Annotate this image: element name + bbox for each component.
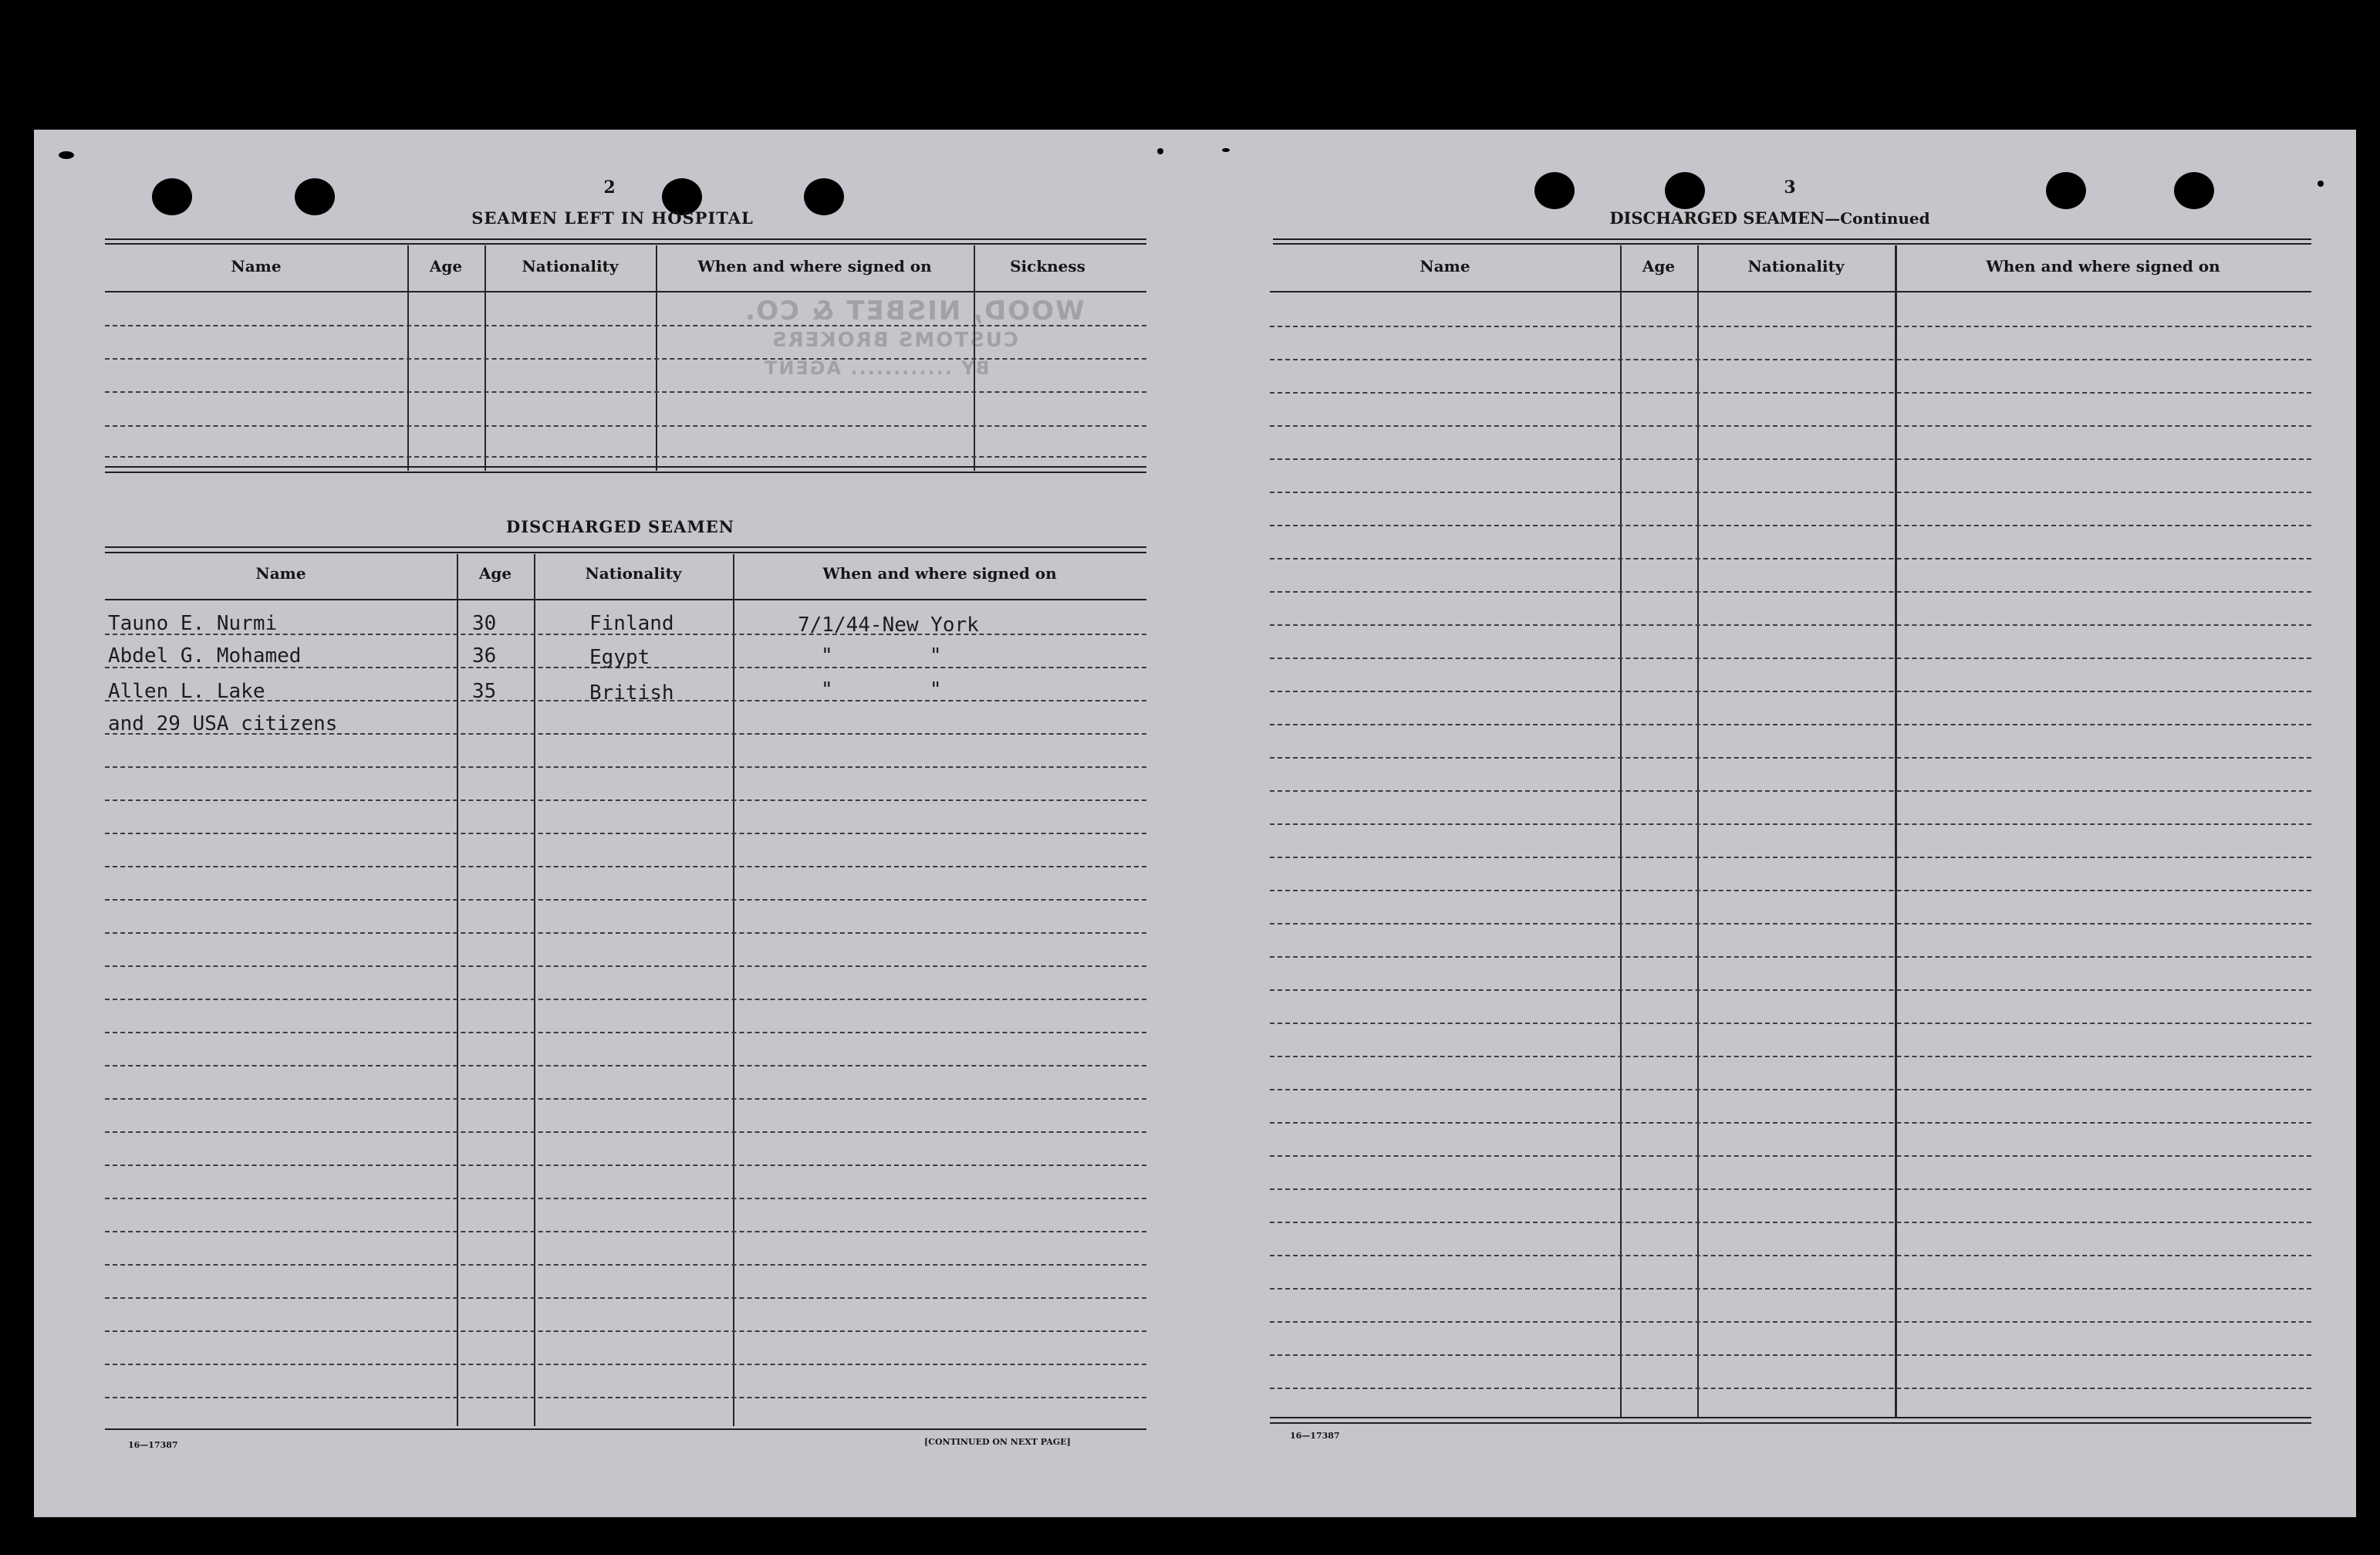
page-title — [1577, 208, 1963, 228]
row-line — [105, 1297, 1146, 1299]
row-line — [1270, 923, 2311, 925]
col-header-signed-on: When and where signed on — [1986, 257, 2220, 276]
col-header-nationality: Nationality — [522, 257, 619, 276]
row-line — [1270, 1255, 2311, 1256]
row-line — [105, 391, 1146, 393]
page-number: 3 — [1784, 177, 1796, 198]
row-line — [1270, 1321, 2311, 1323]
row-line — [105, 1198, 1146, 1199]
punch-hole — [295, 178, 335, 215]
row-line — [105, 456, 1146, 458]
punch-hole — [2174, 172, 2214, 209]
rule — [105, 466, 1146, 468]
row-line — [1270, 1122, 2311, 1124]
punch-hole — [152, 178, 192, 215]
stamp-bleed: CUSTOMS BROKERS — [771, 329, 1019, 352]
speck — [2318, 181, 2324, 187]
row-line — [1270, 558, 2311, 559]
col-header-nationality: Nationality — [585, 564, 682, 583]
row-line — [1270, 956, 2311, 958]
row-line — [105, 766, 1146, 768]
row-line — [1270, 1188, 2311, 1190]
row-line — [105, 1364, 1146, 1365]
discharged-section-title: DISCHARGED SEAMEN — [506, 517, 734, 536]
row-line — [1270, 790, 2311, 792]
rule — [105, 238, 1146, 240]
column-divider — [1895, 245, 1897, 1418]
rule — [105, 1428, 1146, 1430]
col-header-signed-on: When and where signed on — [697, 257, 932, 276]
row-line — [105, 1165, 1146, 1166]
row-line — [105, 833, 1146, 834]
row-line — [1270, 1222, 2311, 1223]
row-line — [1270, 458, 2311, 460]
stamp-bleed: BY ............ AGENT — [763, 357, 990, 379]
row-line — [105, 965, 1146, 967]
row-line — [105, 358, 1146, 360]
row-line — [1270, 624, 2311, 626]
seaman-name: and 29 USA citizens — [108, 712, 338, 735]
row-line — [105, 799, 1146, 801]
seaman-name: Tauno E. Nurmi — [108, 612, 278, 635]
document-sheet — [34, 130, 2356, 1517]
row-line — [1270, 1056, 2311, 1057]
row-line — [1270, 392, 2311, 394]
col-header-nationality: Nationality — [1747, 257, 1845, 276]
row-line — [1270, 591, 2311, 593]
row-line — [105, 1330, 1146, 1332]
continued-note: [CONTINUED ON NEXT PAGE] — [924, 1437, 1071, 1447]
row-line — [105, 1131, 1146, 1133]
row-line — [105, 1065, 1146, 1067]
row-line — [1270, 691, 2311, 692]
row-line — [105, 1397, 1146, 1398]
punch-hole — [1665, 172, 1705, 209]
row-line — [1270, 857, 2311, 858]
row-line — [1270, 890, 2311, 891]
punch-hole — [1534, 172, 1575, 209]
rule — [105, 599, 1146, 600]
col-header-sickness: Sickness — [1010, 257, 1085, 276]
col-header-signed-on: When and where signed on — [822, 564, 1057, 583]
col-header-name: Name — [1420, 257, 1470, 276]
row-line — [1270, 326, 2311, 327]
form-number: 16—17387 — [128, 1440, 178, 1450]
row-line — [105, 1231, 1146, 1232]
row-line — [1270, 425, 2311, 427]
seaman-nationality: British — [589, 681, 674, 705]
seaman-name: Allen L. Lake — [108, 680, 265, 703]
col-header-age: Age — [478, 564, 512, 583]
rule — [105, 552, 1146, 553]
rule — [105, 546, 1146, 548]
seaman-age: 36 — [472, 644, 497, 668]
rule — [1270, 291, 2311, 292]
seaman-age: 30 — [472, 612, 497, 635]
seaman-signed-on: 7/1/44-New York — [798, 614, 979, 637]
seaman-signed-on: " " — [821, 644, 942, 668]
seaman-name: Abdel G. Mohamed — [108, 644, 302, 668]
row-line — [1270, 1155, 2311, 1157]
rule — [105, 243, 1146, 245]
row-line — [1270, 1354, 2311, 1356]
rule — [1273, 238, 2311, 240]
form-number: 16—17387 — [1290, 1431, 1340, 1441]
row-line — [1270, 1089, 2311, 1090]
rule — [1270, 1422, 2311, 1424]
seaman-nationality: Finland — [589, 612, 674, 635]
speck — [1222, 148, 1230, 152]
seaman-signed-on: " " — [821, 678, 942, 701]
row-line — [1270, 724, 2311, 725]
col-header-name: Name — [255, 564, 306, 583]
row-line — [1270, 1288, 2311, 1290]
column-divider — [457, 554, 458, 1426]
seaman-age: 35 — [472, 680, 497, 703]
stamp-bleed: WOOD, NISBET & CO. — [744, 296, 1085, 326]
row-line — [105, 1098, 1146, 1100]
speck — [59, 151, 74, 159]
col-header-age: Age — [429, 257, 463, 276]
row-line — [1270, 1388, 2311, 1389]
rule — [1273, 243, 2311, 245]
row-line — [105, 1032, 1146, 1033]
punch-hole — [804, 178, 844, 215]
row-line — [1270, 492, 2311, 493]
row-line — [105, 932, 1146, 934]
row-line — [1270, 757, 2311, 759]
page-title-suffix: —Continued — [1825, 209, 1930, 228]
row-line — [1270, 1023, 2311, 1024]
row-line — [1270, 525, 2311, 526]
column-divider — [733, 554, 734, 1426]
row-line — [105, 899, 1146, 901]
page-title-text: DISCHARGED SEAMEN — [1609, 208, 1825, 228]
row-line — [1270, 989, 2311, 991]
row-line — [1270, 359, 2311, 360]
row-line — [1270, 823, 2311, 825]
column-divider — [534, 554, 535, 1426]
page-number: 2 — [603, 177, 616, 198]
seaman-nationality: Egypt — [589, 646, 650, 669]
rule — [105, 291, 1146, 292]
punch-hole — [2046, 172, 2086, 209]
col-header-age: Age — [1642, 257, 1676, 276]
column-divider — [1620, 245, 1622, 1418]
rule — [105, 472, 1146, 473]
col-header-name: Name — [231, 257, 282, 276]
speck — [1157, 148, 1163, 154]
row-line — [105, 425, 1146, 427]
row-line — [105, 866, 1146, 867]
rule — [1270, 1417, 2311, 1418]
row-line — [1270, 657, 2311, 659]
row-line — [105, 1264, 1146, 1266]
row-line — [105, 999, 1146, 1000]
hospital-section-title: SEAMEN LEFT IN HOSPITAL — [471, 208, 754, 228]
column-divider — [1697, 245, 1699, 1418]
